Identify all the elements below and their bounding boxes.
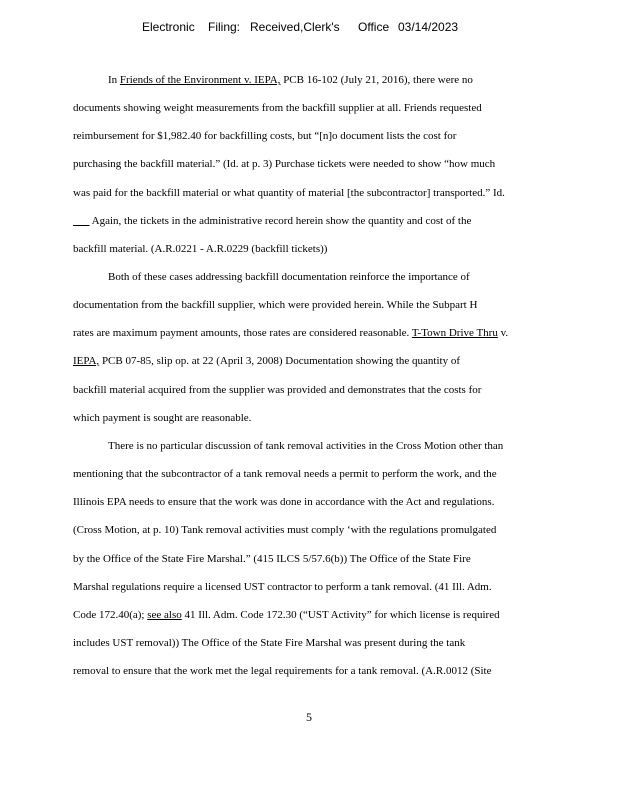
text-line: includes UST removal)) The Office of the State Fire Marshal was present during the tank [73, 637, 466, 649]
text-line: mentioning that the subcontractor of a tank removal needs a permit to perform the work, and the [73, 468, 497, 480]
header-date: 03/14/2023 [398, 20, 459, 34]
text-line: which payment is sought are reasonable. [73, 412, 252, 424]
case-citation: T-Town Drive Thru [411, 327, 498, 339]
text-line: Illinois EPA needs to ensure that the work was done in accordance with the Act and regulations. [73, 496, 495, 508]
header-filing: Filing: [208, 20, 241, 34]
text-line: Marshal regulations require a licensed UST contractor to perform a tank removal. (41 Ill. Adm. [73, 581, 492, 593]
text-line: In Friends of the Environment v. IEPA, PCB 16-102 (July 21, 2016), there were no [108, 74, 473, 86]
text-line: reimbursement for $1,982.40 for backfilling costs, but “[n]o document lists the cost for [73, 130, 457, 142]
text-line: documents showing weight measurements from the backfill supplier at all. Friends requested [73, 102, 482, 114]
text-line: removal to ensure that the work met the legal requirements for a tank removal. (A.R.0012 (Site [73, 665, 492, 677]
case-citation: Friends of the Environment v. IEPA, [119, 74, 281, 86]
filing-stamp-header [0, 20, 618, 38]
text-line: by the Office of the State Fire Marshal.” (415 ILCS 5/57.6(b)) The Office of the State Fire [73, 553, 471, 565]
text-line: backfill material acquired from the supplier was provided and demonstrates that the costs for [73, 384, 482, 396]
text-line: purchasing the backfill material.” (Id. at p. 3) Purchase tickets were needed to show “how much [73, 158, 496, 170]
text-line: ___ Again, the tickets in the administrative record herein show the quantity and cost of the [73, 215, 472, 227]
header-electronic: Electronic [142, 20, 195, 34]
text-line: rates are maximum payment amounts, those rates are considered reasonable. T-Town Drive Thru v. [73, 327, 509, 339]
header-received: Received,Clerk's [250, 20, 340, 34]
text-line: Code 172.40(a); see also 41 Ill. Adm. Code 172.30 (“UST Activity” for which license is required [73, 609, 500, 621]
case-citation: IEPA, [73, 355, 100, 367]
header-office: Office [358, 20, 390, 34]
signal-citation: see also [147, 609, 182, 621]
text-line: backfill material. (A.R.0221 - A.R.0229 (backfill tickets)) [73, 243, 328, 255]
text-line: Both of these cases addressing backfill documentation reinforce the importance of [108, 271, 470, 283]
text-line: There is no particular discussion of tank removal activities in the Cross Motion other than [108, 440, 504, 452]
text-line: was paid for the backfill material or what quantity of material [the subcontractor] transported.” Id. [73, 187, 505, 199]
page-number: 5 [306, 710, 312, 724]
text-line: IEPA, PCB 07-85, slip op. at 22 (April 3, 2008) Documentation showing the quantity of [73, 355, 461, 367]
text-line: (Cross Motion, at p. 10) Tank removal activities must comply ‘with the regulations promulgated [73, 524, 497, 536]
text-line: documentation from the backfill supplier, which were provided herein. While the Subpart H [73, 299, 478, 311]
